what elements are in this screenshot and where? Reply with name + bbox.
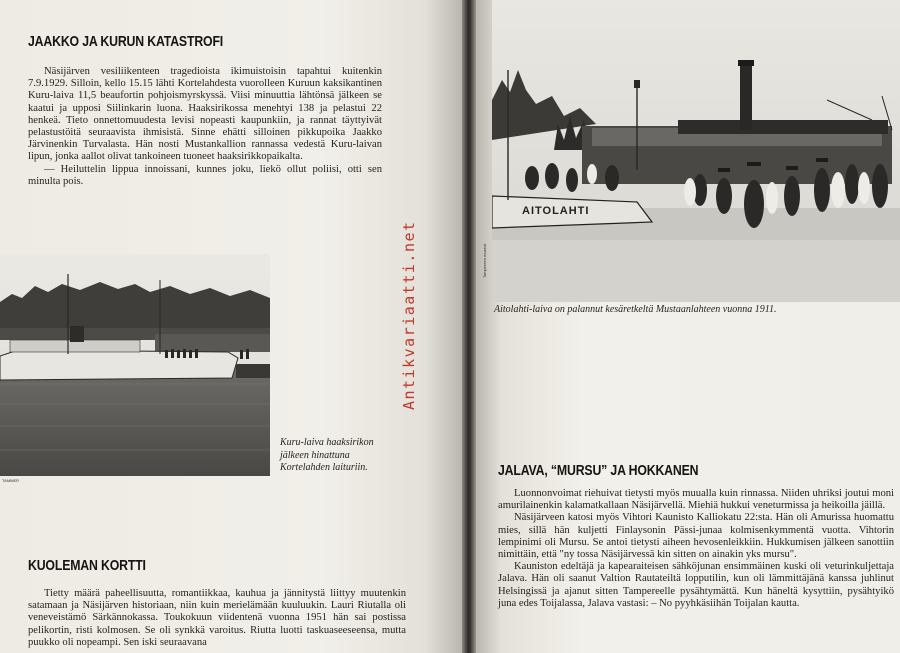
section-heading-jalava: JALAVA, “MURSU” JA HOKKANEN [498,462,699,479]
section-heading-kuoleman-kortti: KUOLEMAN KORTTI [28,557,146,574]
paragraph: Luonnonvoimat riehuivat tietysti myös muualla kuin rinnassa. Niiden uhriksi joutui moni amurilainenkin kalamatkallaan Näsijärvellä. Miehiä hukkui veneturmissa ja heikoilla jäillä. [498,488,894,512]
paragraph: Näsijärven vesiliikenteen tragedioista ikimuistoisin tapahtui kuitenkin 7.9.1929. Silloin, kello 15.15 lähti Kortelahdesta vuorolleen Kuruun kaksikantinen Kuru-laiva 11,5 beaufortin pohjoismyrskyssä. Viisi minuuttia lähtönsä jälkeen se kaatui ja upposi Siilinkarin luona. Haaksirikossa menehtyi 138 ja pelastui 22 henkeä. Tieto onnettomuudesta levisi nopeasti kaupunkiin, ja rannat täyttyivät pelastustöitä seuraavista ihmisistä. Sinne ehätti silloinen pikkupoika Jaakko Järvinenkin Turvalasta. Hän nosti Mustankallion rannassa vedestä Kuru-laivan lipun, jonka aallot olivat tankoineen tuoneet haaksirikkopaikalta. [28,66,382,163]
photo-credit: Tampereen museot [482,243,487,278]
aitolahti-ship-photo [492,0,900,302]
book-gutter [462,0,476,653]
paragraph: Tietty määrä paheellisuutta, romantiikkaa, kauhua ja jännitystä liittyy muutenkin satamaan ja Näsijärven historiaan, niin kuin merielämään kuuluukin. Lauri Riutalla oli veneveistämö Särkännokassa. Toukokuun viidentenä vuonna 1951 hän sai postissa pelikortin, risti kolmosen. Se oli synkkä varoitus. Riutta luotti taskuaseeseensa, mutta puukko oli nopeampi. Sen iski seuraavana [28,588,406,648]
antikvariaatti-watermark: Antikvariaatti.net [400,220,418,410]
kuru-ship-photo [0,254,270,476]
right-page [476,0,900,653]
section-body-jaakko [28,66,382,188]
aitolahti-photo-caption: Aitolahti-laiva on palannut kesäretkeltä Mustaanlahteen vuonna 1911. [494,304,777,315]
paragraph: Kauniston edeltäjä ja kapearaiteisen sähköjunan ensimmäinen kuski oli veturinkuljettaja Jalava. Hän oli saanut Valtion Rautateiltä lopputilin, kun oli lämmittäjänä kanssa juhlinut Helsingissä ja ajanut sitten Tampereelle pysähtymättä. Kun häneltä kysyttiin, pysähtyikö juna edes Toijalassa, Jalava vastasi: – No pyyhkäsiihän Toijalan kautta. [498,561,894,609]
section-body-kuoleman-kortti [28,588,406,649]
aitolahti-hull-label: AITOLAHTI [522,205,590,217]
section-body-jalava [498,488,894,610]
photo-credit: TAMMER [2,478,20,483]
section-heading-jaakko: JAAKKO JA KURUN KATASTROFI [28,33,224,50]
paragraph: Näsijärveen katosi myös Vihtori Kaunisto Kalliokatu 22:sta. Hän oli Amurissa huomattu mies, sillä hän kuljetti Finlaysonin Pässi-junaa kolmisenkymmentä vuotta. Vihtorin lempinimi oli Mursu. Se antoi tietysti aiheen hevosenleikkiin. Hukkumisen jälkeen sanottiin nimittäin, että "ny tossa Näsijärvessä kin sitten on ainakin yks mursu". [498,512,894,561]
paragraph: — Heiluttelin lippua innoissani, kunnes joku, liekö ollut poliisi, otti sen minulta pois. [28,163,382,187]
kuru-photo-caption: Kuru-laiva haaksirikon jälkeen hinattuna Kortelahden laituriin. [280,437,374,473]
